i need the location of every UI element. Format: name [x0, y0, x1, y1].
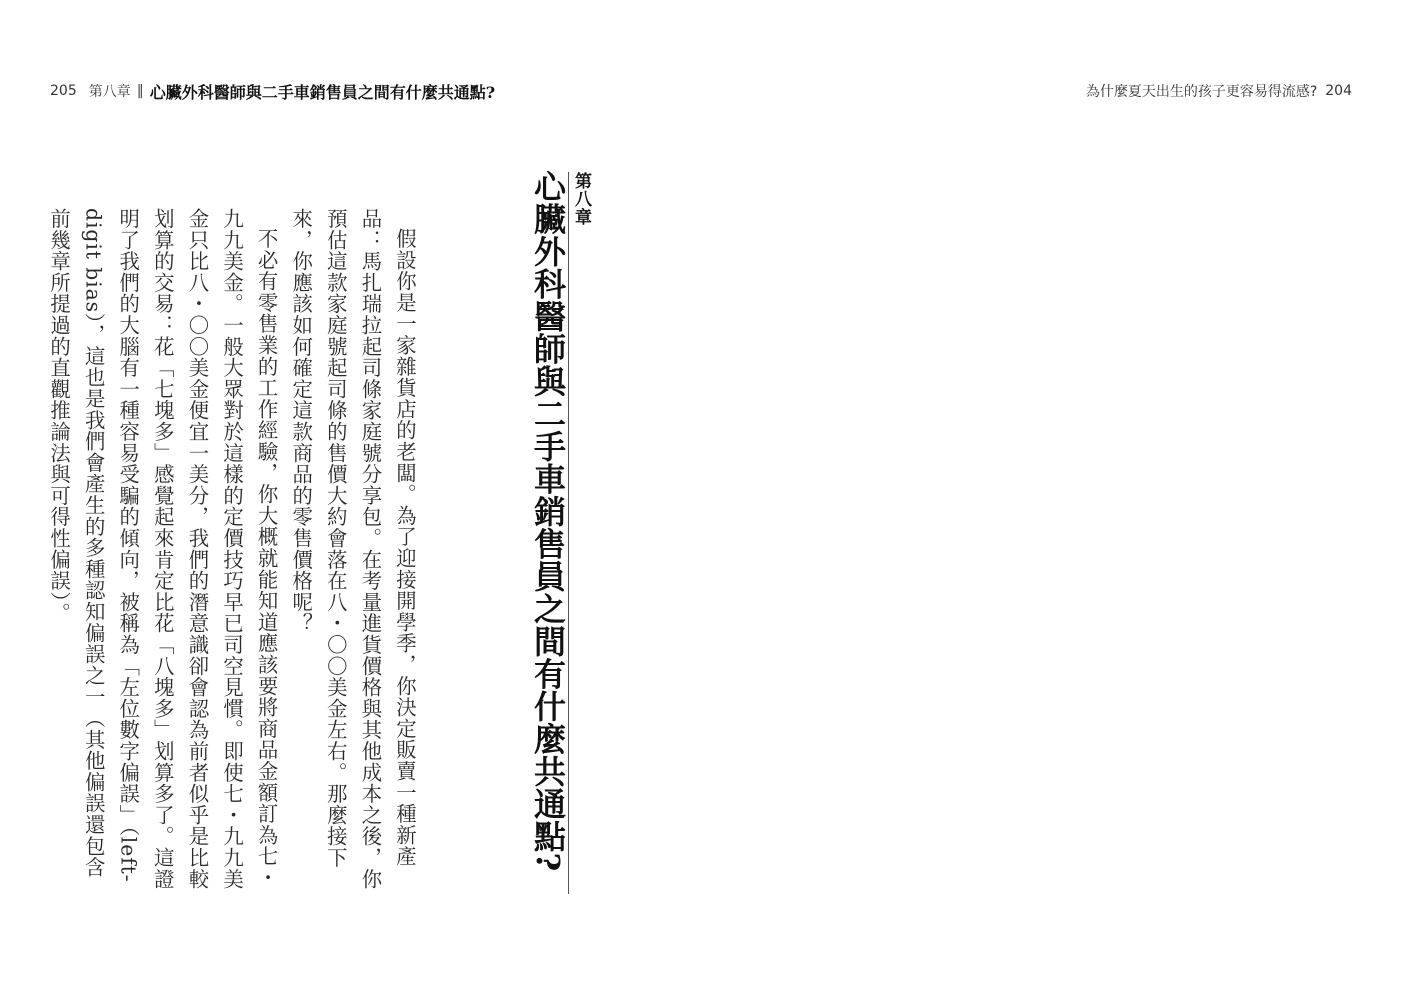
page-number-left: 205 [50, 83, 77, 99]
body-text [47, 208, 422, 898]
running-header-left [50, 80, 495, 102]
chapter-label: 第八章 [571, 172, 591, 226]
page-number-right: 204 [1325, 83, 1352, 99]
chapter-title: 心臟外科醫師與二手車銷售員之間有什麼共通點? [529, 170, 567, 872]
paragraph: 不必有零售業的工作經驗，你大概就能知道應該要將商品金額訂為七・九九美金。一般大眾對於這樣的定價技巧早已司空見慣。即使七・九九美金只比八・〇〇美金便宜一美分，我們的潛意識卻會認為前者似乎是比較划算的交易：花「七塊多」感覺起來肯定比花「八塊多」划算多了。這證明了我們的大腦有一種容易受騙的傾向，被稱為「左位數字偏誤」（left-digit bias），這也是我們會產生的多種認知偏誤之一（其他偏誤還包含前幾章所提過的直觀推論法與可得性偏誤）。 [47, 208, 279, 890]
header-separator: ‖ [136, 83, 144, 99]
running-header-right [1086, 80, 1352, 102]
chapter-rule [568, 172, 569, 894]
header-chapter-title: 心臟外科醫師與二手車銷售員之間有什麼共通點? [149, 82, 496, 102]
header-chapter-number: 第八章 [88, 84, 131, 100]
paragraph: 假設你是一家雜貨店的老闆。為了迎接開學季，你決定販賣一種新產品：馬扎瑞拉起司條家庭號分享包。在考量進貨價格與其他成本之後，你預估這款家庭號起司條的售價大約會落在八・〇〇美金左右。那麼接下來，你應該如何確定這款商品的零售價格呢？ [289, 208, 417, 890]
header-book-title: 為什麼夏天出生的孩子更容易得流感? [1085, 84, 1318, 100]
